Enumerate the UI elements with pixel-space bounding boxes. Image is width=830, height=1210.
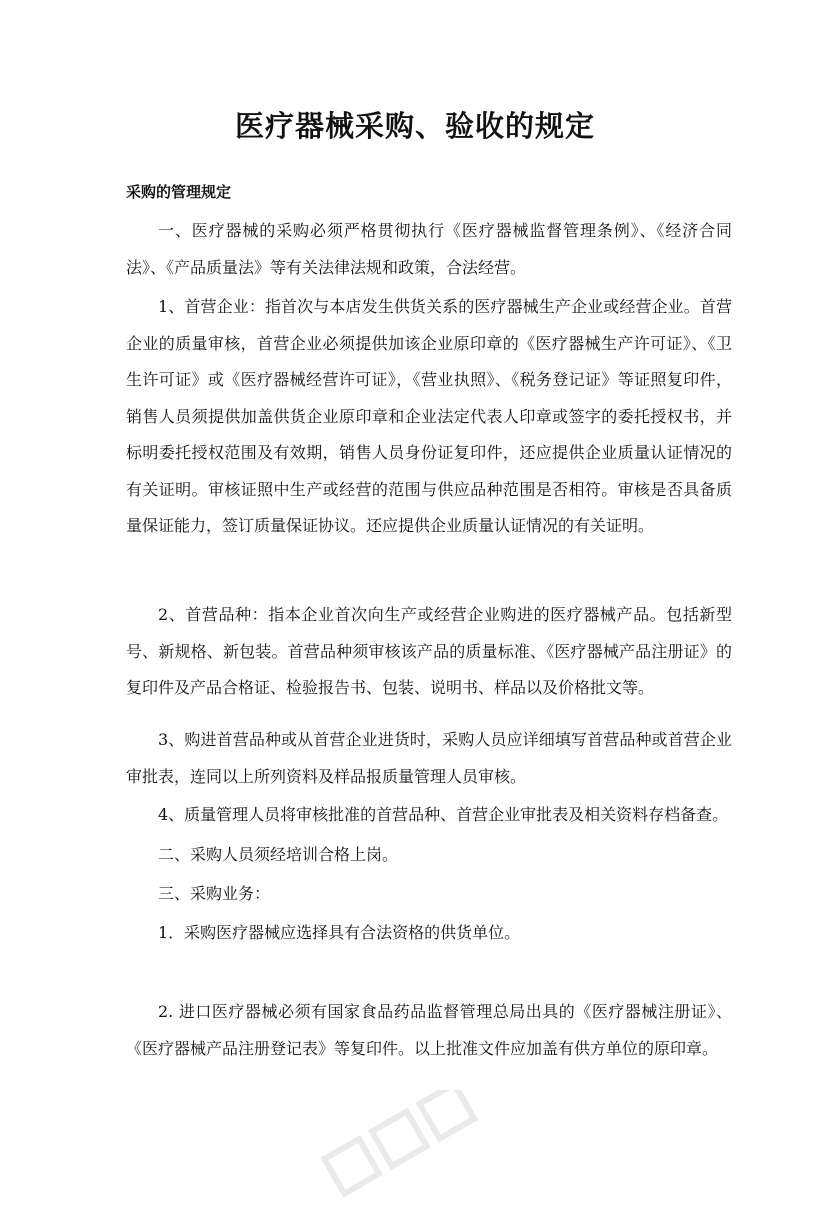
paragraph-7: 三、采购业务： xyxy=(158,884,271,903)
section-heading: 采购的管理规定 xyxy=(126,183,232,201)
paragraph-4: 3、购进首营品种或从首营企业进货时，采购人员应详细填写首营品种或首营企业审批表，连同以上所列资料及样品报质量管理人员审核。 xyxy=(126,730,732,786)
paragraph-2: 1、首营企业：指首次与本店发生供货关系的医疗器械生产企业或经营企业。首营企业的质量审核，首营企业必须提供加该企业原印章的《医疗器械生产许可证》、《卫生许可证》或《医疗器械经营许可证》，《营业执照》、《税务登记证》等证照复印件，销售人员须提供加盖供货企业原印章和企业法定代表人印章或签字的委托授权书，并标明委托授权范围及有效期，销售人员身份证复印件，还应提供企业质量认证情况的有关证明。审核证照中生产或经营的范围与供应品种范围是否相符。审核是否具备质量保证能力，签订质量保证协议。还应提供企业质量认证情况的有关证明。 xyxy=(126,297,732,535)
paragraph-8: 1．采购医疗器械应选择具有合法资格的供货单位。 xyxy=(158,923,521,942)
paragraph-5: 4、质量管理人员将审核批准的首营品种、首营企业审批表及相关资料存档备查。 xyxy=(158,805,729,824)
paragraph-1: 一、医疗器械的采购必须严格贯彻执行《医疗器械监督管理条例》、《经济合同法》、《产品质量法》等有关法律法规和政策，合法经营。 xyxy=(126,221,732,277)
document-title: 医疗器械采购、验收的规定 xyxy=(234,109,595,143)
paragraph-6: 二、采购人员须经培训合格上岗。 xyxy=(158,845,399,864)
paragraph-9: 2. 进口医疗器械必须有国家食品药品监督管理总局出具的《医疗器械注册证》、《医疗器械产品注册登记表》等复印件。以上批准文件应加盖有供方单位的原印章。 xyxy=(126,1002,732,1058)
watermark-graphic xyxy=(300,1090,500,1210)
paragraph-3: 2、首营品种：指本企业首次向生产或经营企业购进的医疗器械产品。包括新型号、新规格、新包装。首营品种须审核该产品的质量标准、《医疗器械产品注册证》的复印件及产品合格证、检验报告书、包装、说明书、样品以及价格批文等。 xyxy=(126,605,732,697)
